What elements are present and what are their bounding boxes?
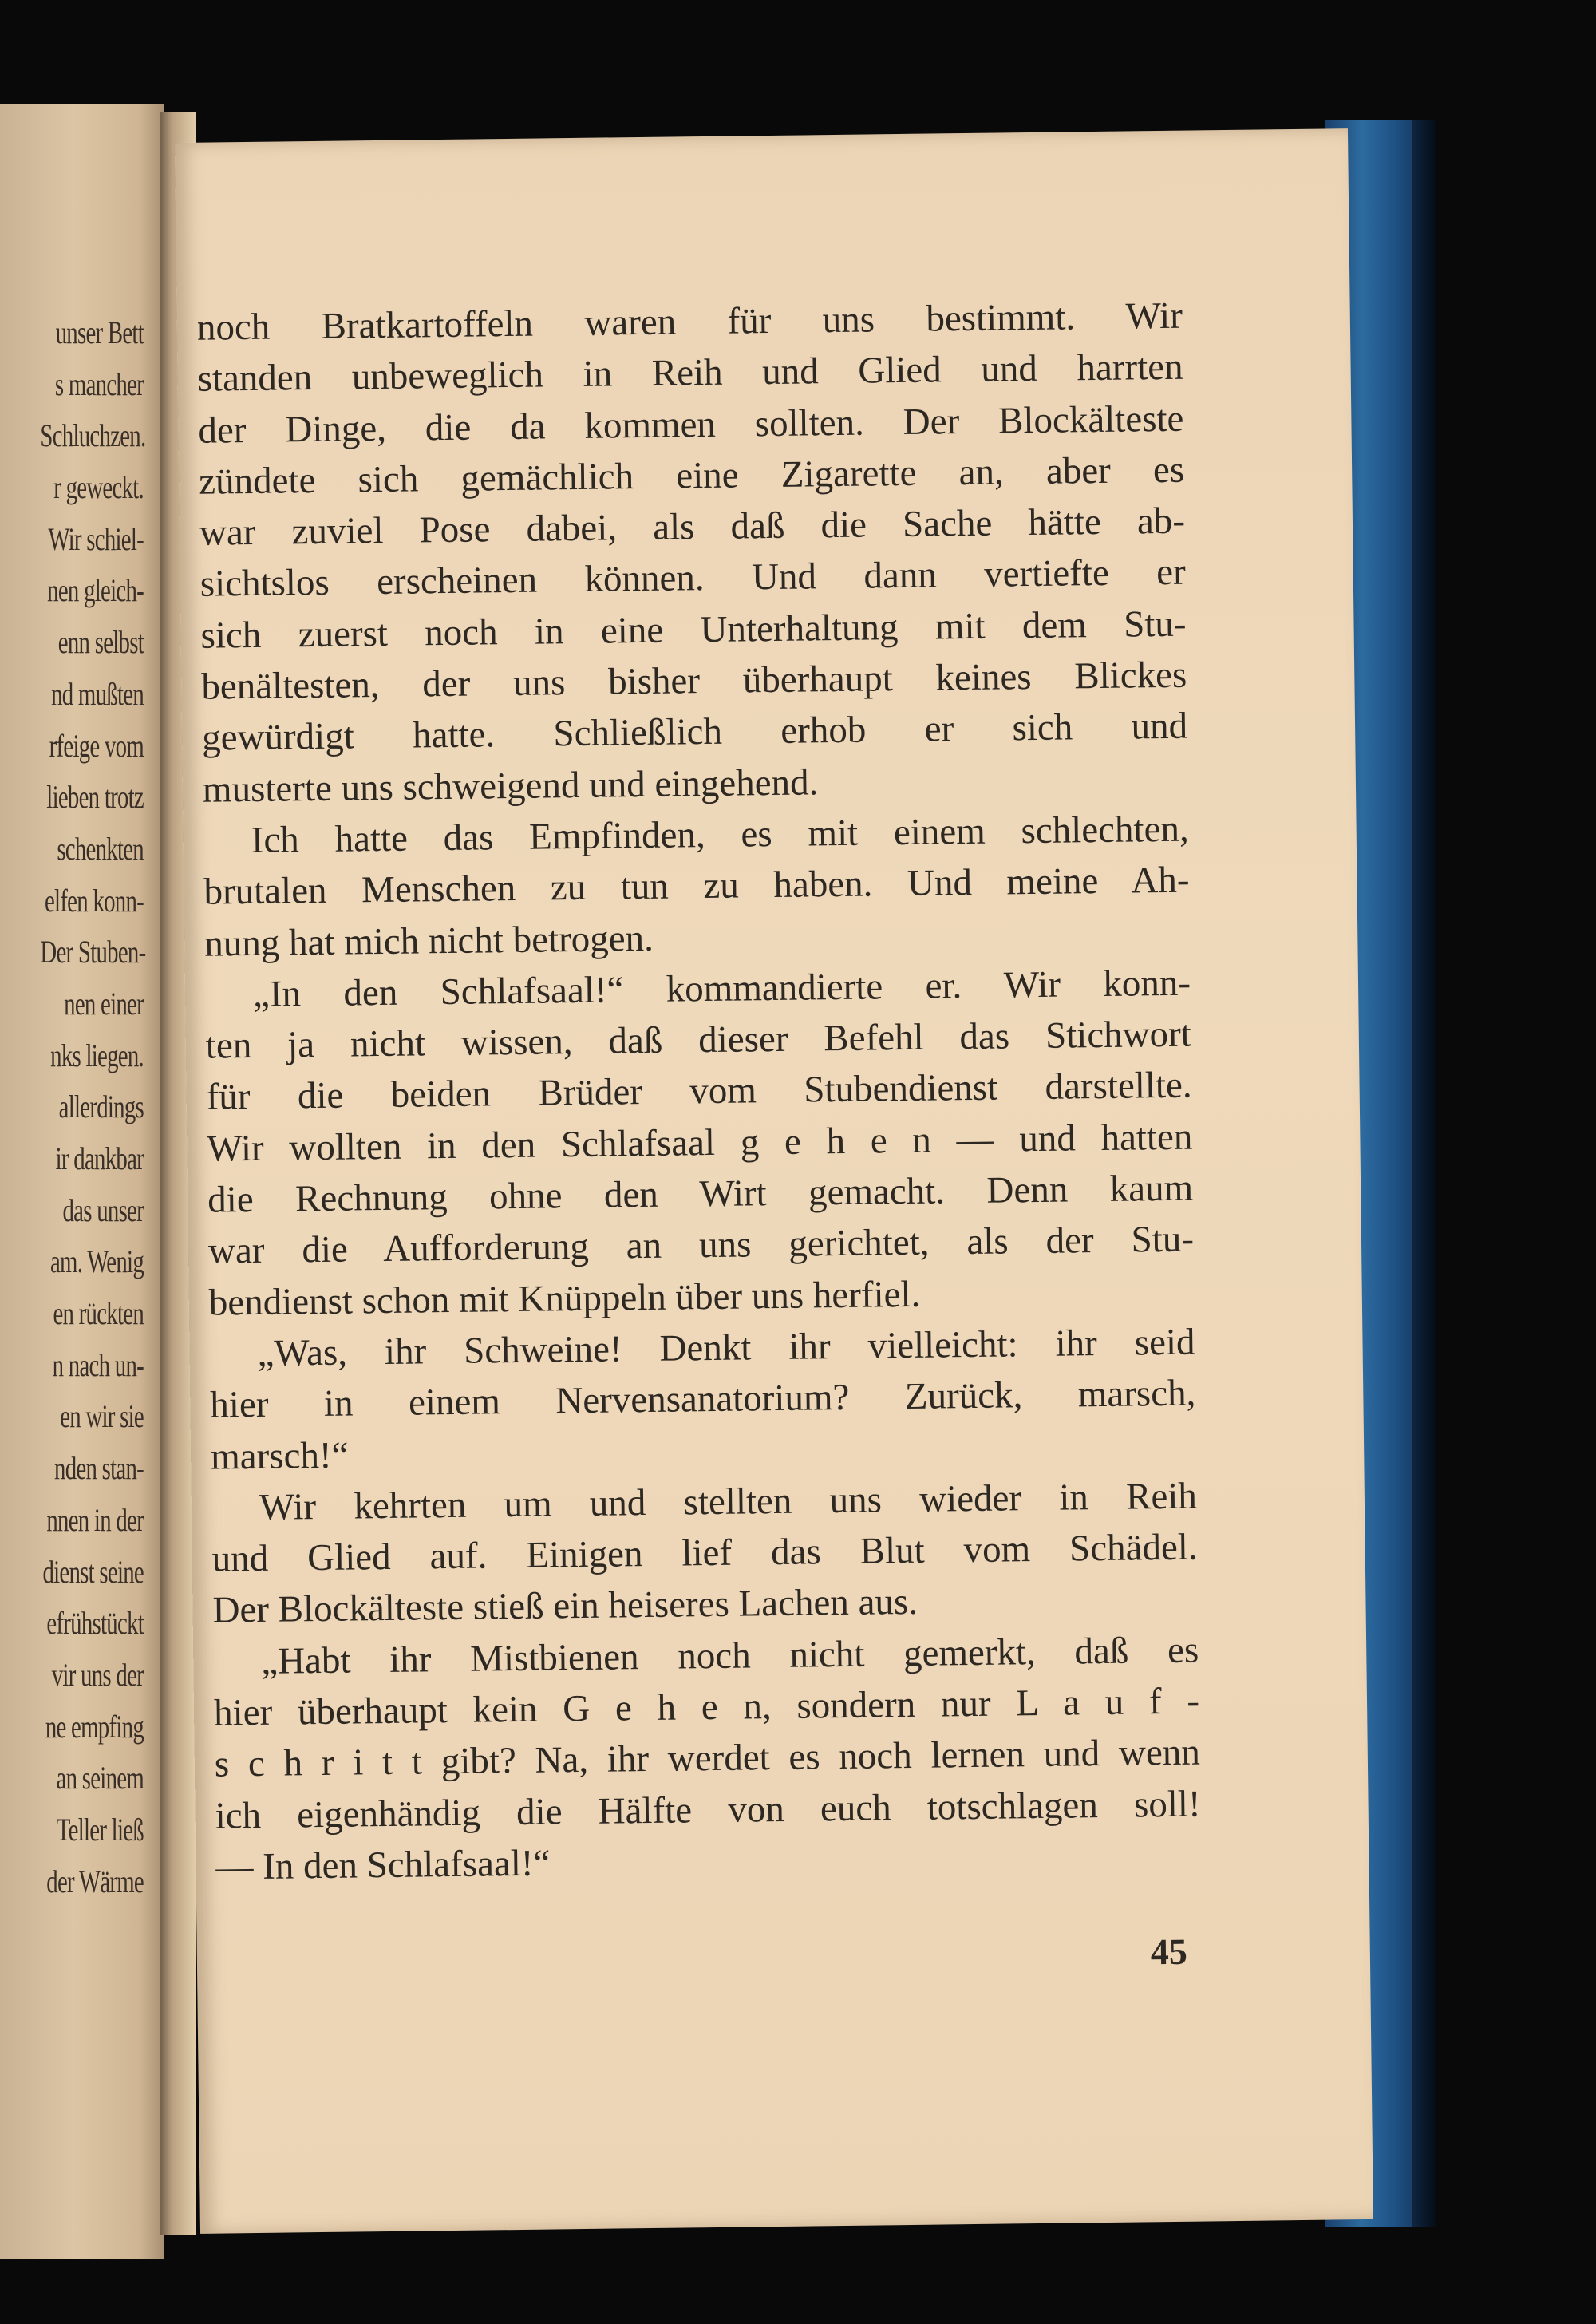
left-page-line: r geweckt.: [53, 469, 144, 506]
text-line: marsch!“: [210, 1434, 349, 1478]
right-page: [175, 128, 1373, 2234]
left-page-line: nen gleich-: [47, 572, 144, 609]
text-line: ten ja nicht wissen, daß dieser Befehl das Stichwort: [205, 1013, 1192, 1067]
left-page-line: n nach un-: [52, 1346, 144, 1383]
left-page-line: an seinem: [56, 1760, 144, 1796]
text-line: Ich hatte das Empfinden, es mit einem schlechten,: [251, 808, 1189, 861]
left-page-line: en rückten: [53, 1295, 144, 1332]
text-line: nung hat mich nicht betrogen.: [203, 917, 654, 965]
text-line: die Rechnung ohne den Wirt gemacht. Denn kaum: [207, 1167, 1194, 1221]
text-line: gewürdigt hatte. Schließlich erhob er sich und: [201, 706, 1188, 760]
left-page-line: Der Stuben-: [40, 934, 146, 970]
text-line: Wir kehrten um und stellten uns wieder in Reih: [259, 1475, 1198, 1528]
left-page-line: der Wärme: [46, 1863, 144, 1899]
left-page-line: das unser: [62, 1192, 144, 1228]
text-line: bendienst schon mit Knüppeln über uns herfiel.: [208, 1273, 921, 1324]
text-line: der Dinge, die da kommen sollten. Der Blockälteste: [198, 397, 1184, 452]
left-page-line: rfeige vom: [49, 727, 144, 764]
left-page-line: unser Bett: [55, 314, 144, 350]
text-line: hier überhaupt kein G e h e n, sondern nur L a u f -: [213, 1680, 1200, 1734]
left-page-line: vir uns der: [51, 1656, 144, 1693]
left-page-line: s mancher: [54, 366, 144, 402]
text-line: Wir wollten in den Schlafsaal g e h e n — und hatten: [207, 1116, 1193, 1170]
left-page-line: enn selbst: [57, 624, 144, 661]
left-page-line: en wir sie: [60, 1398, 144, 1435]
left-page-line: nen einer: [64, 985, 144, 1022]
text-line: sichtslos erscheinen können. Und dann vertiefte er: [200, 551, 1187, 606]
left-page-line: ir dankbar: [55, 1140, 144, 1176]
text-line: standen unbeweglich in Reih und Glied und harrten: [197, 346, 1183, 401]
text-line: musterte uns schweigend und eingehend.: [202, 761, 819, 811]
text-line: Der Blockälteste stieß ein heiseres Lachen aus.: [212, 1581, 918, 1632]
left-page-line: Wir schiel-: [48, 520, 144, 557]
left-page-line: efrühstückt: [46, 1605, 144, 1642]
text-line: ich eigenhändig die Hälfte von euch totschlagen soll!: [215, 1783, 1201, 1837]
text-line: noch Bratkartoffeln waren für uns bestimmt. Wir: [196, 294, 1183, 349]
text-line: s c h r i t t gibt? Na, ihr werdet es noch lernen und wenn: [214, 1731, 1201, 1785]
left-page-line: schenkten: [57, 830, 144, 867]
text-line: brutalen Menschen zu tun zu haben. Und meine Ah-: [203, 859, 1190, 913]
text-line: hier in einem Nervensanatorium? Zurück, marsch,: [210, 1372, 1196, 1426]
text-line: für die beiden Brüder vom Stubendienst darstellte.: [206, 1065, 1192, 1119]
left-page-line: allerdings: [58, 1089, 144, 1125]
left-page-line: nden stan-: [54, 1450, 144, 1487]
text-line: sich zuerst noch in eine Unterhaltung mit dem Stu-: [200, 603, 1187, 657]
book-cover-edge: [1412, 120, 1436, 2227]
left-page-line: Teller ließ: [56, 1811, 144, 1848]
text-line: „Habt ihr Mistbienen noch nicht gemerkt, daß es: [260, 1629, 1199, 1682]
left-page-line: Schluchzen.: [40, 417, 146, 454]
text-line: war die Aufforderung an uns gerichtet, als der Stu-: [207, 1218, 1195, 1273]
page-number: 45: [1150, 1931, 1188, 1973]
left-page-text: [0, 307, 144, 1907]
left-page-line: nd mußten: [51, 675, 144, 712]
left-page-line: lieben trotz: [46, 779, 144, 816]
text-line: — In den Schlafsaal!“: [215, 1842, 551, 1888]
text-line: „In den Schlafsaal!“ kommandierte er. Wir konn-: [252, 962, 1191, 1015]
left-page-line: elfen konn-: [44, 882, 144, 919]
left-page-line: nks liegen.: [50, 1037, 144, 1073]
left-page-line: nnen in der: [46, 1501, 144, 1538]
left-page-line: am. Wenig: [49, 1243, 144, 1280]
text-line: zündete sich gemächlich eine Zigarette an, aber es: [198, 449, 1185, 503]
text-line: und Glied auf. Einigen lief das Blut vom Schädel.: [211, 1526, 1198, 1580]
left-page-line: dienst seine: [42, 1553, 144, 1590]
text-line: „Was, ihr Schweine! Denkt ihr vielleicht: ihr seid: [257, 1321, 1195, 1374]
left-page: [0, 104, 164, 2259]
left-page-line: ne empfing: [45, 1708, 144, 1745]
text-line: benältesten, der uns bisher überhaupt keines Blickes: [201, 654, 1187, 708]
text-line: war zuviel Pose dabei, als daß die Sache hätte ab-: [199, 500, 1186, 554]
page-body-text: [196, 290, 1201, 1893]
